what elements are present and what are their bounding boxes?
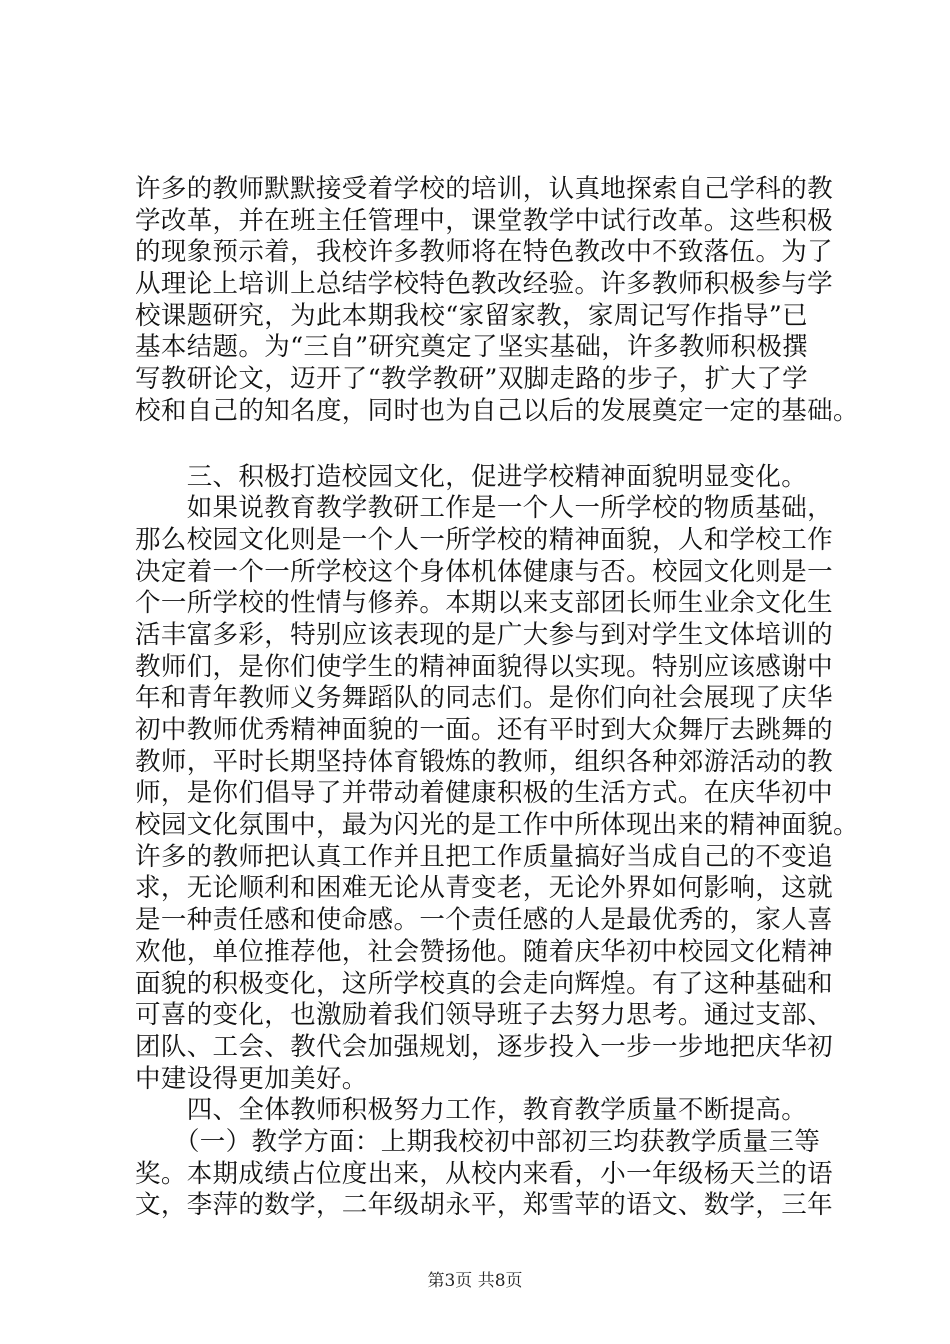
text-line: 校园文化氛围中，最为闪光的是工作中所体现出来的精神面貌。 (135, 810, 859, 841)
text-line: 的现象预示着，我校许多教师将在特色教改中不致落伍。为了 (135, 237, 833, 268)
text-line: （一）教学方面：上期我校初中部初三均获教学质量三等 (135, 1126, 821, 1157)
text-line: 如果说教育教学教研工作是一个人一所学校的物质基础， (135, 493, 833, 524)
document-body (135, 174, 859, 1222)
text-line: 基本结题。为“三自”研究奠定了坚实基础，许多教师积极撰 (135, 332, 809, 363)
text-line: 欢他，单位推荐他，社会赞扬他。随着庆华初中校园文化精神 (135, 936, 833, 967)
text-line: 团队、工会、教代会加强规划，逐步投入一步一步地把庆华初 (135, 1031, 833, 1062)
text-line: 那么校园文化则是一个人一所学校的精神面貌，人和学校工作 (135, 524, 833, 555)
text-line: 活丰富多彩，特别应该表现的是广大参与到对学生文体培训的 (135, 619, 833, 650)
section-heading: 三、积极打造校园文化，促进学校精神面貌明显变化。 (135, 461, 808, 492)
text-line: 可喜的变化，也激励着我们领导班子去努力思考。通过支部、 (135, 1000, 833, 1031)
text-line: 学改革，并在班主任管理中，课堂教学中试行改革。这些积极 (135, 205, 833, 236)
page-footer: 第3页 共8页 (427, 1271, 523, 1291)
text-line: 初中教师优秀精神面貌的一面。还有平时到大众舞厅去跳舞的 (135, 715, 833, 745)
text-line: 个一所学校的性情与修养。本期以来支部团长师生业余文化生 (135, 588, 833, 619)
text-line: 决定着一个一所学校这个身体机体健康与否。校园文化则是一 (135, 556, 833, 587)
paragraph-gap (135, 428, 835, 462)
text-line: 面貌的积极变化，这所学校真的会走向辉煌。有了这种基础和 (135, 968, 833, 999)
text-line: 是一种责任感和使命感。一个责任感的人是最优秀的，家人喜 (135, 905, 833, 936)
text-line: 许多的教师把认真工作并且把工作质量搞好当成自己的不变追 (135, 841, 833, 872)
section-heading: 四、全体教师积极努力工作，教育教学质量不断提高。 (135, 1095, 808, 1126)
text-line: 求，无论顺利和困难无论从青变老，无论外界如何影响，这就 (135, 873, 833, 904)
text-line: 写教研论文，迈开了“教学教研”双脚走路的步子，扩大了学 (135, 364, 809, 395)
text-line: 年和青年教师义务舞蹈队的同志们。是你们向社会展现了庆华 (135, 683, 833, 714)
text-line: 教师们，是你们使学生的精神面貌得以实现。特别应该感谢中 (135, 651, 833, 682)
text-line: 从理论上培训上总结学校特色教改经验。许多教师积极参与学 (135, 269, 833, 300)
text-line: 校课题研究，为此本期我校“家留家教，家周记写作指导”已 (135, 300, 809, 331)
text-line: 中建设得更加美好。 (135, 1063, 368, 1094)
text-line: 文，李萍的数学，二年级胡永平，郑雪苹的语文、数学，三年 (135, 1190, 833, 1221)
text-line: 许多的教师默默接受着学校的培训，认真地探索自己学科的教 (135, 174, 833, 204)
text-line: 奖。本期成绩占位度出来，从校内来看，小一年级杨天兰的语 (135, 1158, 833, 1189)
text-line: 校和自己的知名度，同时也为自己以后的发展奠定一定的基础。 (135, 395, 859, 426)
text-line: 师，是你们倡导了并带动着健康积极的生活方式。在庆华初中 (135, 778, 833, 809)
text-line: 教师，平时长期坚持体育锻炼的教师，组织各种郊游活动的教 (135, 746, 833, 777)
